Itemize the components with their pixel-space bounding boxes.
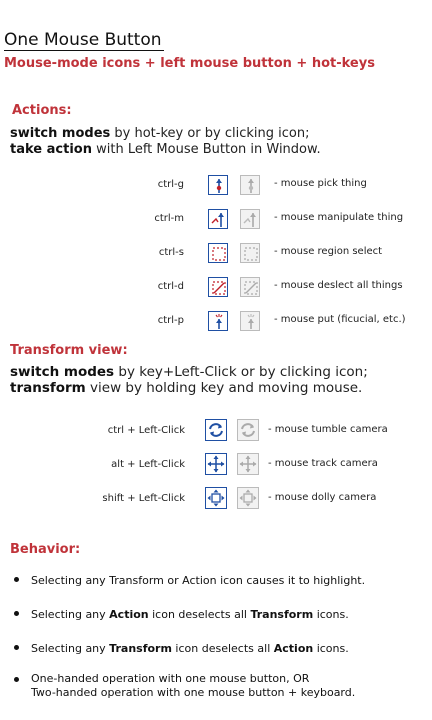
- hotkey-label: alt + Left-Click: [111, 459, 185, 470]
- action-description: - mouse manipulate thing: [274, 212, 404, 223]
- region-select-icon[interactable]: [208, 243, 228, 263]
- tumble-camera-icon[interactable]: [205, 419, 227, 441]
- hotkey-label: shift + Left-Click: [102, 493, 185, 504]
- track-camera-icon[interactable]: [237, 453, 259, 475]
- mouse-pick-icon[interactable]: [208, 175, 228, 195]
- tumble-camera-icon[interactable]: [237, 419, 259, 441]
- behavior-item: [31, 608, 349, 622]
- behavior-bold: Action: [109, 608, 149, 621]
- action-description: - mouse region select: [274, 246, 383, 257]
- deselect-all-icon[interactable]: [240, 277, 260, 297]
- action-row-manipulate: [120, 209, 184, 231]
- mouse-put-icon[interactable]: [208, 311, 228, 331]
- intro-bold: transform: [10, 380, 86, 396]
- mouse-manipulate-icon[interactable]: [240, 209, 260, 229]
- mouse-manipulate-icon[interactable]: [208, 209, 228, 229]
- hotkey-label: ctrl + Left-Click: [107, 425, 185, 436]
- action-row-region: [120, 243, 184, 265]
- page-title: One Mouse Button: [4, 30, 162, 50]
- behavior-text: icon deselects all: [148, 608, 251, 621]
- behavior-item: [31, 672, 355, 700]
- transform-row-dolly: [60, 489, 185, 511]
- behavior-text: Two-handed operation with one mouse button + keyboard.: [31, 686, 356, 699]
- behavior-item: Selecting any Transform or Action icon causes it to highlight.: [31, 574, 366, 587]
- intro-bold: take action: [10, 142, 92, 157]
- behavior-text: icons.: [313, 642, 349, 655]
- dolly-camera-icon[interactable]: [237, 487, 259, 509]
- mouse-pick-icon[interactable]: [240, 175, 260, 195]
- title-underline: [4, 50, 164, 51]
- action-row-put: [120, 311, 184, 333]
- action-row-pick: [120, 175, 184, 197]
- region-select-icon[interactable]: [240, 243, 260, 263]
- action-description: - mouse pick thing: [274, 178, 367, 189]
- transform-row-tumble: [60, 421, 185, 443]
- bullet-dot: [14, 677, 19, 682]
- hotkey-label: ctrl-p: [157, 315, 184, 326]
- transform-row-track: [60, 455, 185, 477]
- hotkey-label: ctrl-d: [157, 281, 184, 292]
- actions-intro: [10, 126, 321, 158]
- page-subtitle: Mouse-mode icons + left mouse button + hot-keys: [4, 56, 375, 71]
- behavior-text: icon deselects all: [171, 642, 274, 655]
- actions-heading: Actions:: [12, 103, 72, 118]
- action-description: - mouse put (ficucial, etc.): [274, 314, 406, 325]
- intro-text: by key+Left-Click or by clicking icon;: [114, 364, 368, 380]
- transform-intro: [10, 364, 368, 396]
- bullet-dot: [14, 645, 19, 650]
- deselect-all-icon[interactable]: [208, 277, 228, 297]
- behavior-text: One-handed operation with one mouse button, OR: [31, 672, 310, 685]
- intro-text: by hot-key or by clicking icon;: [110, 126, 310, 141]
- transform-heading: Transform view:: [10, 343, 128, 358]
- hotkey-label: ctrl-s: [158, 247, 184, 258]
- intro-text: view by holding key and moving mouse.: [85, 380, 363, 396]
- action-row-deselect: [120, 277, 184, 299]
- behavior-bold: Action: [273, 642, 314, 655]
- transform-description: - mouse dolly camera: [268, 492, 377, 503]
- hotkey-label: ctrl-m: [154, 213, 184, 224]
- bullet-dot: [14, 577, 19, 582]
- intro-text: with Left Mouse Button in Window.: [91, 142, 321, 157]
- track-camera-icon[interactable]: [205, 453, 227, 475]
- behavior-text: Selecting any: [31, 642, 110, 655]
- action-description: - mouse deslect all things: [274, 280, 403, 291]
- hotkey-label: ctrl-g: [157, 179, 184, 190]
- behavior-item: [31, 642, 349, 656]
- behavior-heading: Behavior:: [10, 542, 81, 557]
- behavior-bold: Transform: [109, 642, 172, 655]
- behavior-text: Selecting any: [31, 608, 110, 621]
- behavior-text: icons.: [313, 608, 349, 621]
- dolly-camera-icon[interactable]: [205, 487, 227, 509]
- intro-bold: switch modes: [10, 126, 111, 141]
- behavior-bold: Transform: [250, 608, 314, 621]
- transform-description: - mouse tumble camera: [268, 424, 388, 435]
- mouse-put-icon[interactable]: [240, 311, 260, 331]
- transform-description: - mouse track camera: [268, 458, 378, 469]
- intro-bold: switch modes: [10, 364, 115, 380]
- bullet-dot: [14, 611, 19, 616]
